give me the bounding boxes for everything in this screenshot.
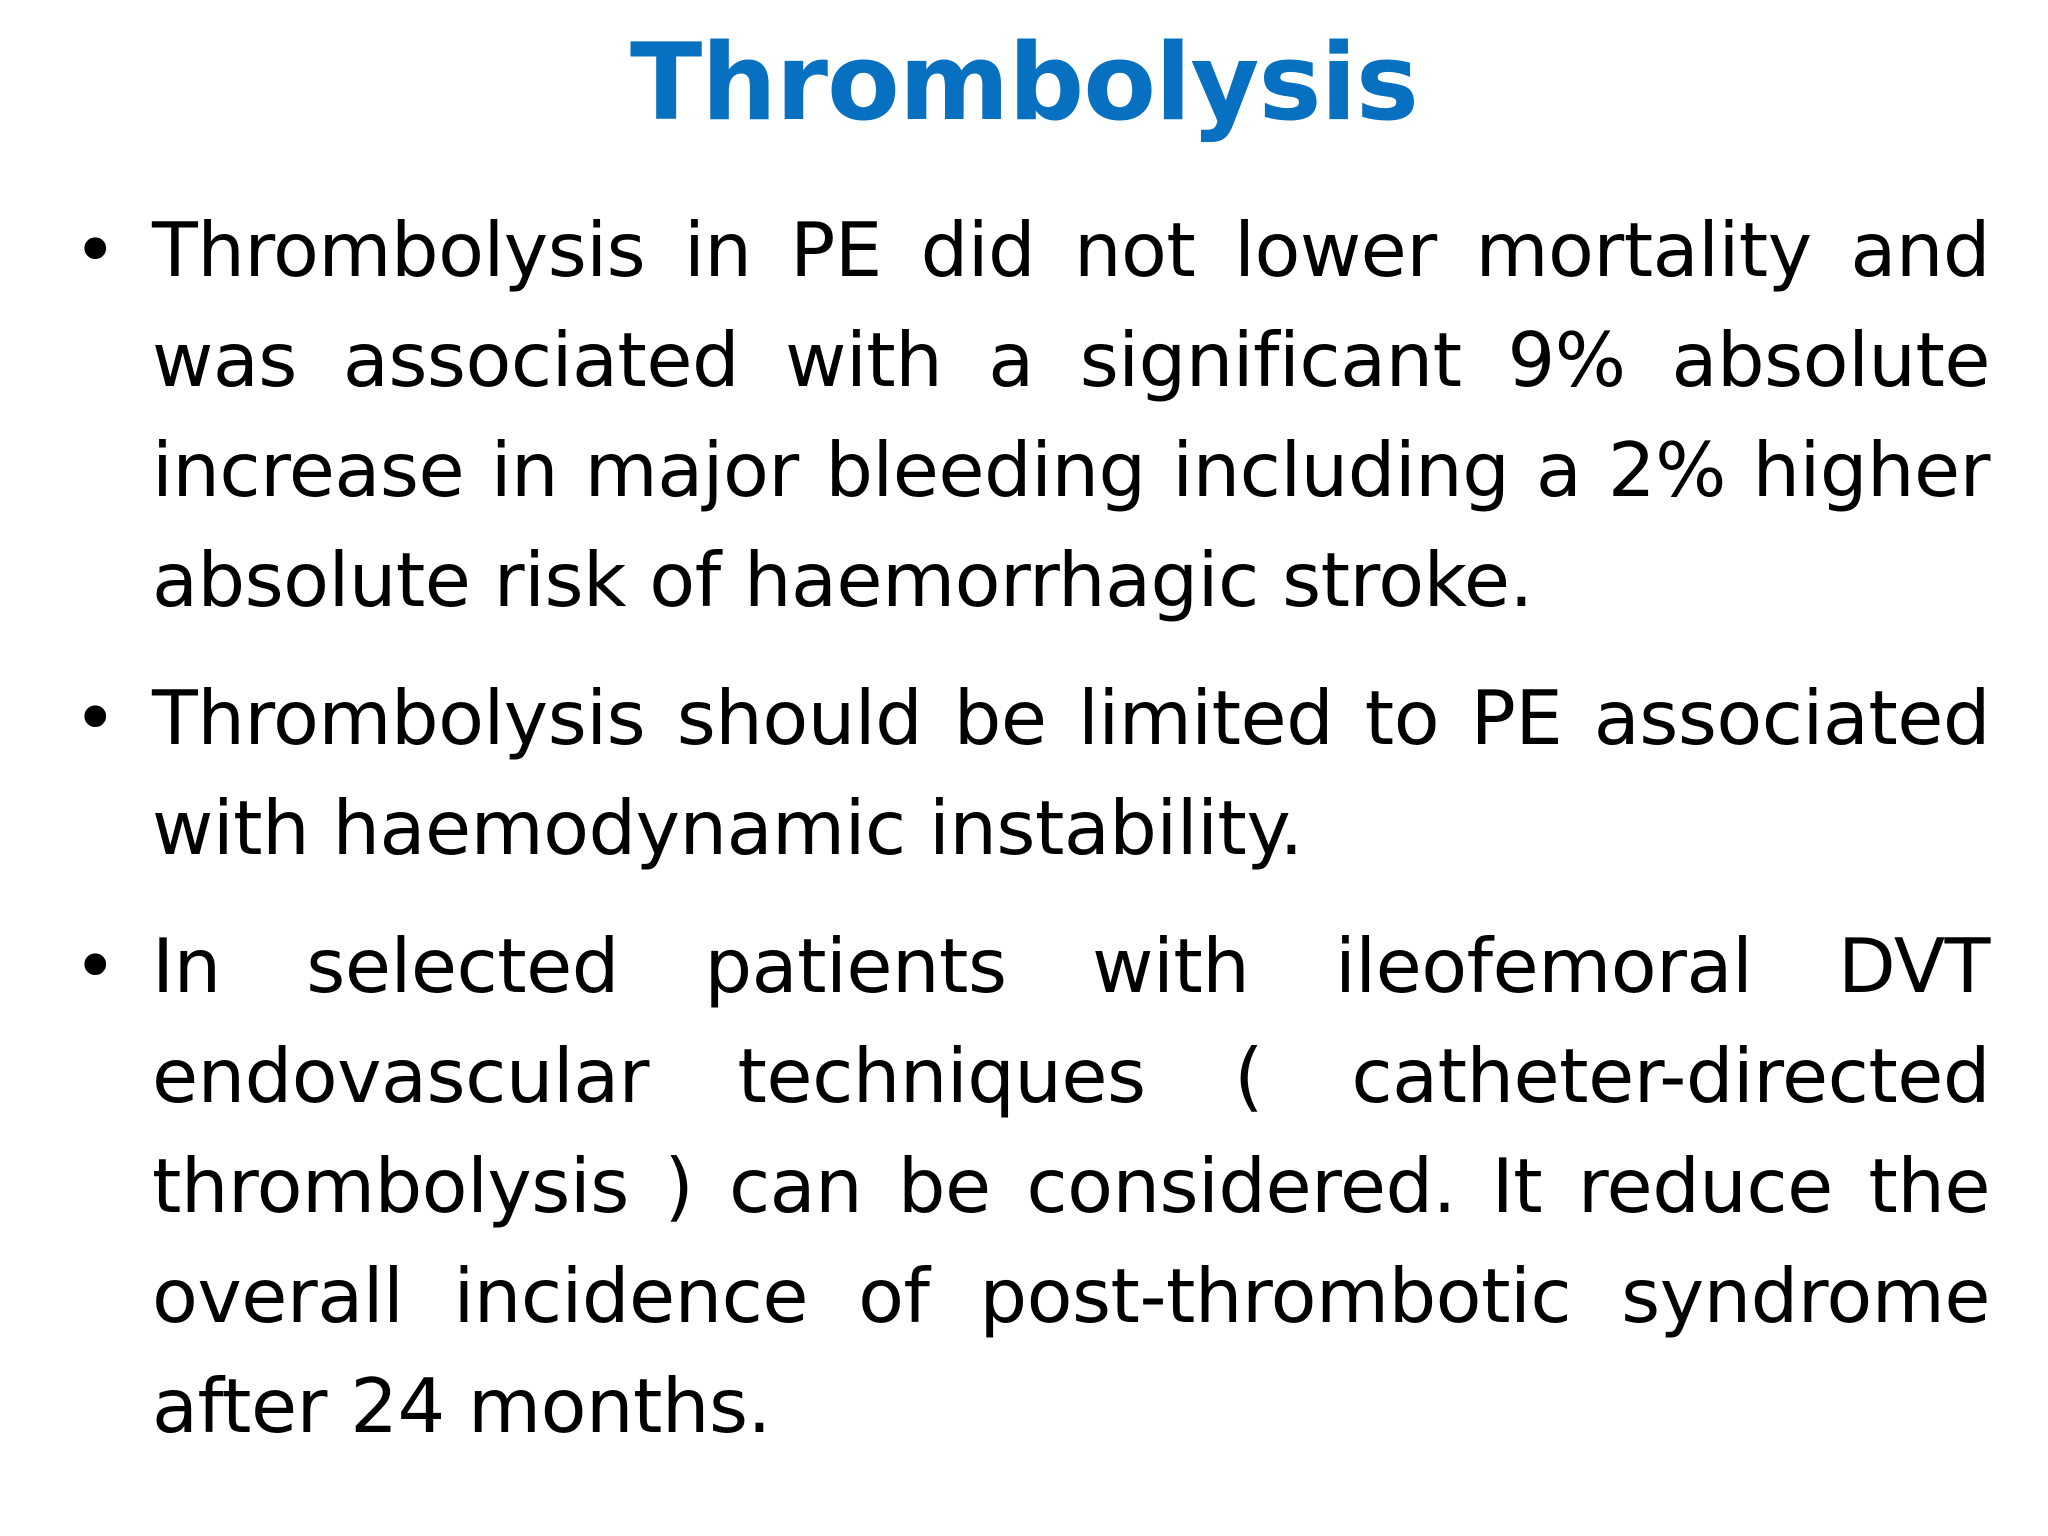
bullet-text: Thrombolysis should be limited to PE associated with haemodynamic instability. (152, 674, 1990, 872)
bullet-item-3 (70, 911, 1990, 1461)
slide-title: Thrombolysis (630, 21, 1418, 144)
bullet-icon: • (73, 206, 117, 294)
bullet-icon: • (73, 922, 117, 1010)
bullet-item-1 (70, 195, 1990, 635)
bullet-text: Thrombolysis in PE did not lower mortality and was associated with a significant 9% absolute increase in major bleeding including a 2% higher absolute risk of haemorrhagic stroke. (152, 206, 1990, 624)
bullet-text: In selected patients with ileofemoral DVT endovascular techniques ( catheter-directed thrombolysis ) can be considered. It reduce the overall incidence of post-thrombotic syndrome after 24 months. (152, 922, 1990, 1450)
bullet-icon: • (73, 674, 117, 762)
bullet-list (70, 195, 1990, 1489)
bullet-item-2 (70, 663, 1990, 883)
